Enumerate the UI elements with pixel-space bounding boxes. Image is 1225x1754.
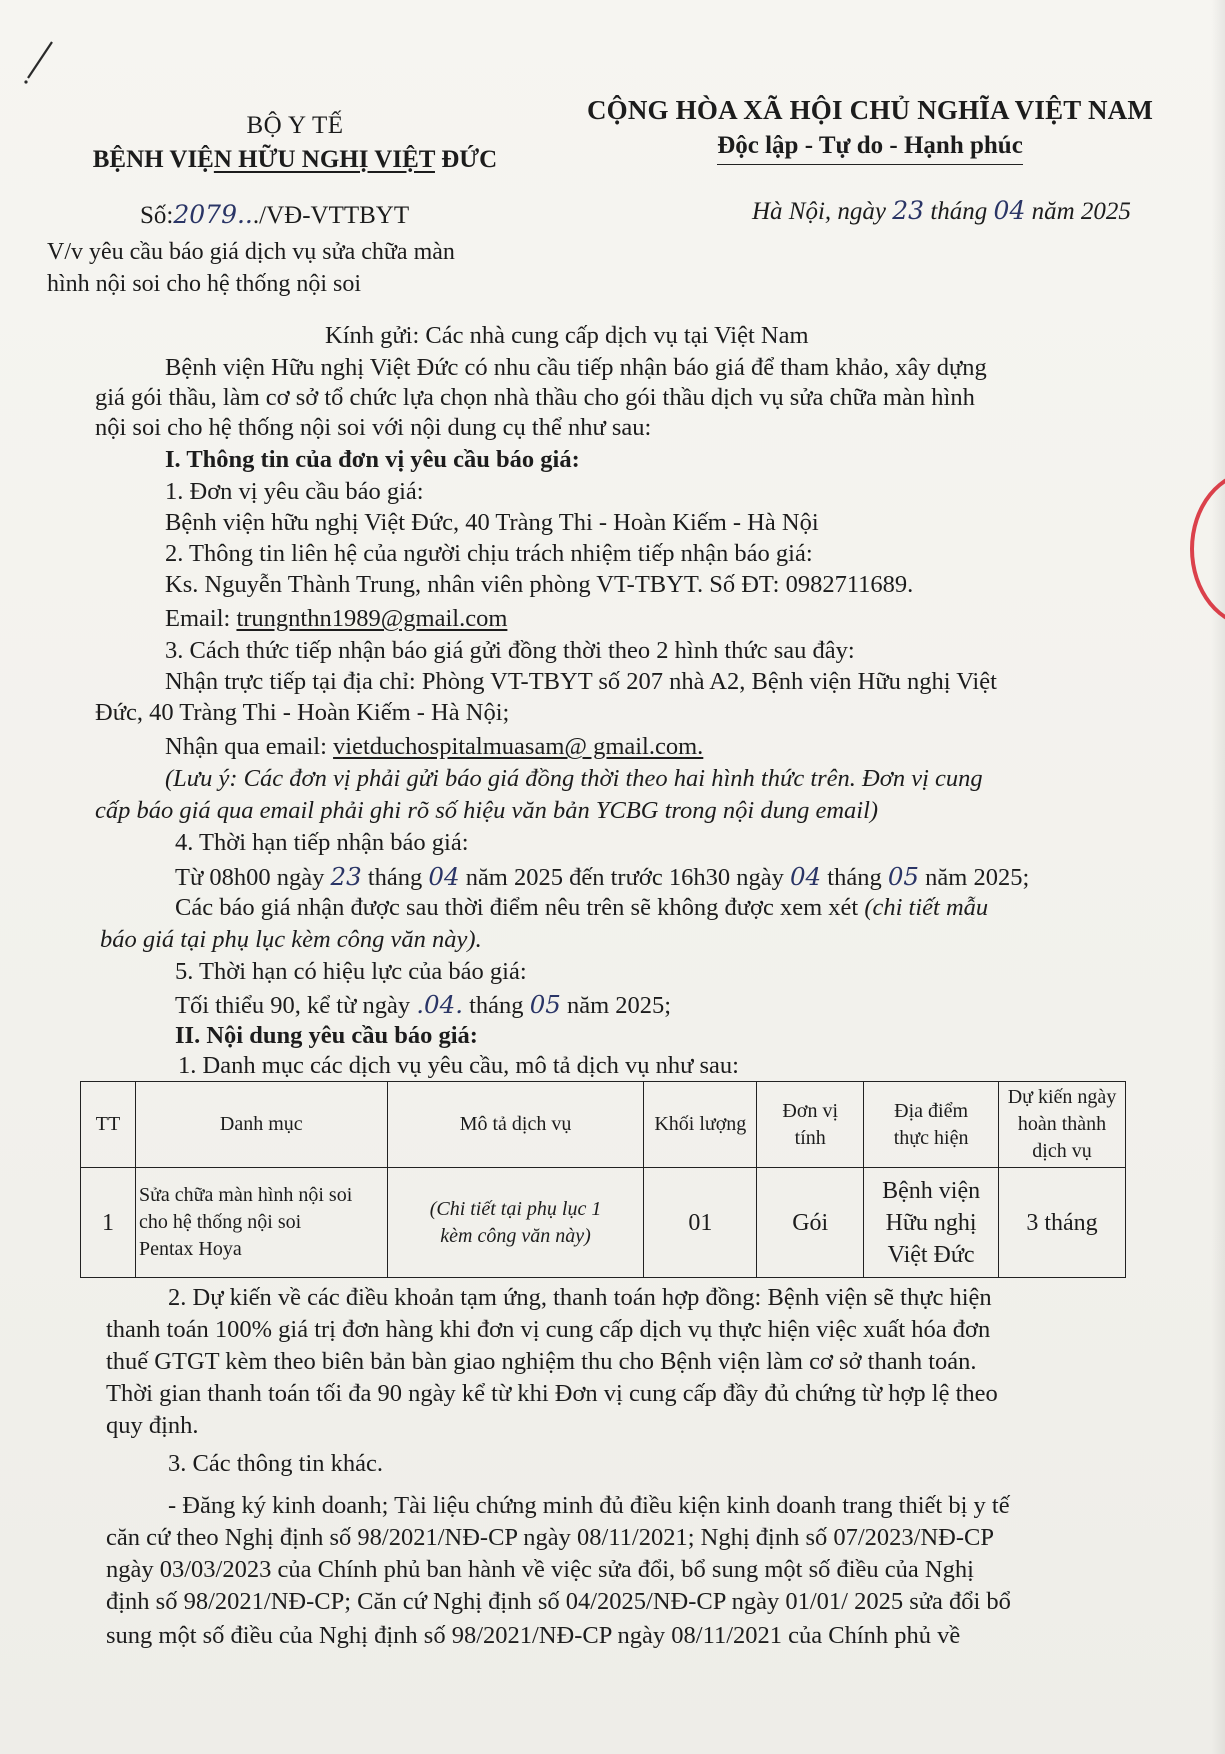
recipient-line: Kính gửi: Các nhà cung cấp dịch vụ tại Việt Nam <box>325 322 809 349</box>
subject-line: V/v yêu cầu báo giá dịch vụ sửa chữa màn <box>47 239 455 265</box>
item-value: Đức, 40 Tràng Thi - Hoàn Kiếm - Hà Nội; <box>95 699 510 726</box>
paragraph-line: giá gói thầu, làm cơ sở tổ chức lựa chọn nhà thầu cho gói thầu dịch vụ sửa chữa màn hình <box>95 384 975 411</box>
paragraph-line: định số 98/2021/NĐ-CP; Căn cứ Nghị định số 04/2025/NĐ-CP ngày 01/01/ 2025 sửa đổi bổ <box>106 1588 1011 1615</box>
pen-mark-icon <box>22 36 82 86</box>
paragraph-line: ngày 03/03/2023 của Chính phủ ban hành về việc sửa đổi, bổ sung một số điều của Nghị <box>106 1556 974 1583</box>
paragraph-line <box>175 894 988 922</box>
so-number-handwritten: 2079.. <box>173 200 253 229</box>
cell-don-vi: Gói <box>757 1168 864 1278</box>
cell-text: (Chi tiết tại phụ lục 1 <box>429 1197 602 1220</box>
item-heading: 3. Cách thức tiếp nhận báo giá gửi đồng thời theo 2 hình thức sau đây: <box>165 637 855 664</box>
email-link[interactable]: vietduchospitalmuasam@ gmail.com. <box>333 733 704 760</box>
header-text: Địa điểm <box>894 1099 969 1122</box>
date-month-handwritten: 04 <box>993 196 1026 225</box>
text-part-italic: (chi tiết mẫu <box>864 894 989 921</box>
document-number <box>140 200 409 230</box>
text-part: tháng <box>463 992 530 1019</box>
text-part: năm 2025; <box>919 864 1030 891</box>
email-label: Email: <box>165 605 237 632</box>
item-heading: 2. Thông tin liên hệ của người chịu trách nhiệm tiếp nhận báo giá: <box>165 540 813 567</box>
cell-khoi-luong: 01 <box>644 1168 757 1278</box>
email-label: Nhận qua email: <box>165 733 334 760</box>
cell-danh-muc <box>135 1168 387 1278</box>
cell-text: Hữu nghị <box>885 1209 977 1236</box>
paragraph-line: thuế GTGT kèm theo biên bản bàn giao nghiệm thu cho Bệnh viện làm cơ sở thanh toán. <box>106 1348 977 1375</box>
hospital-name <box>50 146 540 174</box>
paragraph-line: - Đăng ký kinh doanh; Tài liệu chứng minh đủ điều kiện kinh doanh trang thiết bị y tế <box>168 1492 1010 1519</box>
note-line: cấp báo giá qua email phải ghi rõ số hiệu văn bản YCBG trong nội dung email) <box>95 797 879 824</box>
paragraph-line: quy định. <box>106 1412 199 1439</box>
hospital-name-underlined: N HỮU NGHỊ VIỆT <box>213 146 435 173</box>
item-value: Ks. Nguyễn Thành Trung, nhân viên phòng VT-TBYT. Số ĐT: 0982711689. <box>165 571 914 598</box>
date-day-handwritten: 23 <box>892 196 925 225</box>
cell-text: Việt Đức <box>887 1241 975 1268</box>
document-date <box>752 196 1131 226</box>
cell-text: Bệnh viện <box>882 1177 981 1204</box>
header-text: Đơn vị <box>782 1099 838 1122</box>
paragraph-line: căn cứ theo Nghị định số 98/2021/NĐ-CP ngày 08/11/2021; Nghị định số 07/2023/NĐ-CP <box>106 1524 994 1551</box>
header-text: dịch vụ <box>1032 1140 1092 1162</box>
text-part: năm 2025 đến trước 16h30 ngày <box>459 864 790 891</box>
header-cell: Mô tả dịch vụ <box>387 1082 644 1168</box>
subject-line: hình nội soi cho hệ thống nội soi <box>47 271 361 297</box>
cell-text: kèm công văn này) <box>440 1224 591 1247</box>
cell-du-kien: 3 tháng <box>999 1168 1126 1278</box>
handwritten-month: 05 <box>887 862 920 891</box>
paragraph-line: nội soi cho hệ thống nội soi với nội dung cụ thể như sau: <box>95 414 652 441</box>
service-table <box>80 1081 1126 1278</box>
paragraph-line: báo giá tại phụ lục kèm công văn này). <box>100 926 482 953</box>
date-prefix: Hà Nội, ngày <box>752 198 893 225</box>
so-suffix: ./VĐ-VTTBYT <box>252 202 410 229</box>
email-link[interactable]: trungnthn1989@gmail.com <box>236 605 508 632</box>
header-text: Dự kiến ngày <box>1007 1086 1117 1108</box>
hospital-name-part: BỆNH VIỆ <box>92 146 214 173</box>
table-row <box>81 1168 1126 1278</box>
handwritten-month: 04 <box>428 862 460 891</box>
item-heading: 1. Đơn vị yêu cầu báo giá: <box>165 478 424 505</box>
item-heading: 1. Danh mục các dịch vụ yêu cầu, mô tả dịch vụ như sau: <box>178 1052 739 1079</box>
text-part: Từ 08h00 ngày <box>175 864 331 891</box>
agency-header <box>50 112 540 174</box>
cell-dia-diem <box>864 1168 999 1278</box>
note-line: (Lưu ý: Các đơn vị phải gửi báo giá đồng thời theo hai hình thức trên. Đơn vị cung <box>165 765 983 792</box>
date-mid: tháng <box>924 198 994 225</box>
header-text: tính <box>794 1126 826 1149</box>
paragraph-line: Thời gian thanh toán tối đa 90 ngày kể từ khi Đơn vị cung cấp đầy đủ chứng từ hợp lệ theo <box>106 1380 998 1407</box>
cell-tt: 1 <box>81 1168 136 1278</box>
date-suffix: năm 2025 <box>1025 198 1131 225</box>
item-value: Nhận trực tiếp tại địa chỉ: Phòng VT-TBYT số 207 nhà A2, Bệnh viện Hữu nghị Việt <box>165 668 997 695</box>
text-part: tháng <box>821 864 888 891</box>
header-cell <box>864 1082 999 1168</box>
paragraph-line: sung một số điều của Nghị định số 98/2021/NĐ-CP ngày 08/11/2021 của Chính phủ về <box>106 1622 961 1649</box>
header-text: hoàn thành <box>1017 1113 1107 1135</box>
receive-period <box>175 862 1029 892</box>
text-part: năm 2025; <box>560 992 672 1019</box>
header-cell <box>999 1082 1126 1168</box>
paragraph-line: 2. Dự kiến về các điều khoản tạm ứng, thanh toán hợp đồng: Bệnh viện sẽ thực hiện <box>168 1284 992 1311</box>
hospital-name-suffix: ĐỨC <box>434 146 498 173</box>
cell-text: Sửa chữa màn hình nội soi <box>138 1184 353 1206</box>
section-heading: I. Thông tin của đơn vị yêu cầu báo giá: <box>165 446 580 473</box>
header-cell <box>757 1082 864 1168</box>
document-subject <box>47 236 455 300</box>
validity-period <box>175 990 671 1020</box>
handwritten-day: .04. <box>416 990 463 1019</box>
cell-text: Pentax Hoya <box>138 1238 242 1260</box>
cell-mo-ta <box>387 1168 644 1278</box>
ministry-name: BỘ Y TẾ <box>246 112 344 139</box>
text-part: Tối thiểu 90, kể từ ngày <box>175 992 417 1019</box>
so-label: Số: <box>140 202 174 229</box>
item-heading: 3. Các thông tin khác. <box>168 1450 384 1477</box>
item-heading: 5. Thời hạn có hiệu lực của báo giá: <box>175 958 527 985</box>
item-heading: 4. Thời hạn tiếp nhận báo giá: <box>175 829 469 856</box>
page-edge-shadow <box>1211 0 1225 1754</box>
nation-name: CỘNG HÒA XÃ HỘI CHỦ NGHĨA VIỆT NAM <box>586 95 1154 125</box>
handwritten-day: 04 <box>789 862 822 891</box>
header-cell: Danh mục <box>135 1082 387 1168</box>
header-cell: Khối lượng <box>644 1082 757 1168</box>
email-line <box>165 605 507 633</box>
handwritten-day: 23 <box>330 862 362 891</box>
national-motto: Độc lập - Tự do - Hạnh phúc <box>717 132 1023 165</box>
section-heading: II. Nội dung yêu cầu báo giá: <box>175 1022 478 1049</box>
table-header-row <box>81 1082 1126 1168</box>
email-line <box>165 733 703 761</box>
cell-text: cho hệ thống nội soi <box>138 1211 302 1233</box>
item-value: Bệnh viện hữu nghị Việt Đức, 40 Tràng Thi - Hoàn Kiếm - Hà Nội <box>165 509 819 536</box>
header-text: thực hiện <box>893 1126 969 1149</box>
paragraph-line: Bệnh viện Hữu nghị Việt Đức có nhu cầu tiếp nhận báo giá để tham khảo, xây dựng <box>165 354 987 381</box>
paragraph-line: thanh toán 100% giá trị đơn hàng khi đơn vị cung cấp dịch vụ thực hiện việc xuất hóa đơn <box>106 1316 991 1343</box>
text-part: Các báo giá nhận được sau thời điểm nêu trên sẽ không được xem xét <box>175 894 865 921</box>
header-cell: TT <box>81 1082 136 1168</box>
handwritten-month: 05 <box>529 990 561 1019</box>
national-header <box>555 95 1185 165</box>
text-part: tháng <box>361 864 429 891</box>
